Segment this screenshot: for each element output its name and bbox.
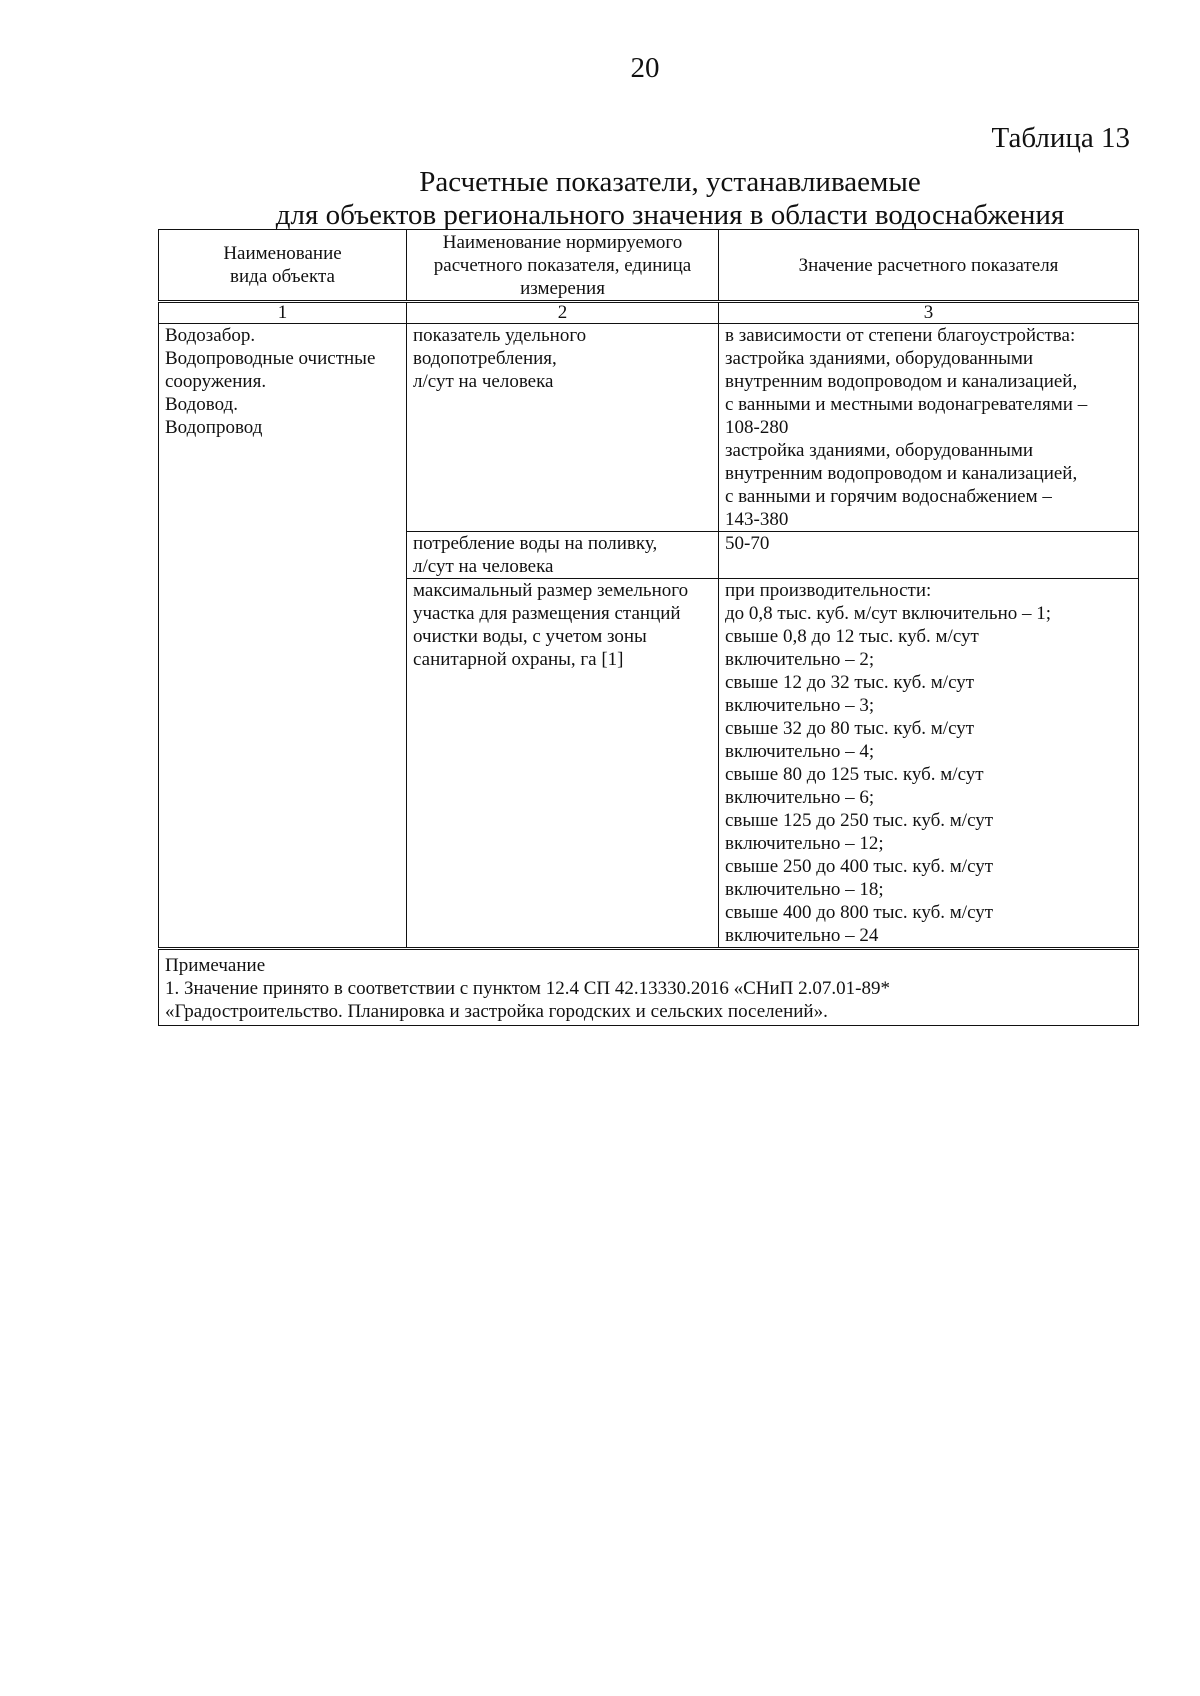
- indicator-cell: [407, 324, 719, 532]
- text-line: Водопровод: [165, 417, 263, 438]
- header-indicator: [407, 230, 719, 302]
- value-text: [725, 324, 1132, 531]
- text-line: расчетного показателя, единица: [433, 254, 692, 276]
- value-text: [725, 579, 1132, 947]
- text-line: 50-70: [725, 533, 770, 554]
- table-header-row: [159, 230, 1139, 302]
- text-line: л/сут на человека: [413, 556, 554, 577]
- text-line: внутренним водопроводом и канализацией,: [725, 371, 1078, 392]
- note-row: [159, 949, 1139, 1026]
- column-number-2: 2: [407, 302, 719, 324]
- text-line: включительно – 4;: [725, 741, 875, 762]
- text-line: участка для размещения станций: [413, 603, 681, 624]
- indicator-cell: [407, 532, 719, 579]
- text-line: включительно – 3;: [725, 695, 875, 716]
- text-line: показатель удельного: [413, 325, 587, 346]
- text-line: сооружения.: [165, 371, 267, 392]
- text-line: включительно – 6;: [725, 787, 875, 808]
- indicator-text: [413, 324, 712, 393]
- text-line: 143-380: [725, 509, 789, 530]
- text-line: Водопроводные очистные: [165, 348, 376, 369]
- value-text: [725, 532, 1132, 555]
- text-line: включительно – 12;: [725, 833, 884, 854]
- header-indicator-text: [413, 231, 712, 300]
- text-line: максимальный размер земельного: [413, 580, 689, 601]
- text-line: л/сут на человека: [413, 371, 554, 392]
- indicator-cell: [407, 579, 719, 949]
- text-line: Водозабор.: [165, 325, 256, 346]
- text-line: 108-280: [725, 417, 789, 438]
- text-line: застройка зданиями, оборудованными: [725, 440, 1034, 461]
- text-line: водопотребления,: [413, 348, 557, 369]
- text-line: с ванными и горячим водоснабжением –: [725, 486, 1052, 507]
- text-line: потребление воды на поливку,: [413, 533, 658, 554]
- text-line: в зависимости от степени благоустройства:: [725, 325, 1076, 346]
- header-value: [719, 230, 1139, 302]
- text-line: свыше 125 до 250 тыс. куб. м/сут: [725, 810, 994, 831]
- text-line: вида объекта: [230, 266, 335, 287]
- note-cell: [159, 949, 1139, 1026]
- text-line: Значение расчетного показателя: [798, 254, 1059, 276]
- object-type-text: [165, 324, 400, 439]
- indicator-text: [413, 579, 712, 671]
- text-line: свыше 0,8 до 12 тыс. куб. м/сут: [725, 626, 979, 647]
- header-object-type-text: [165, 242, 400, 288]
- header-object-type: [159, 230, 407, 302]
- text-line: свыше 32 до 80 тыс. куб. м/сут: [725, 718, 975, 739]
- text-line: 1. Значение принято в соответствии с пунктом 12.4 СП 42.13330.2016 «СНиП 2.07.01-89*: [165, 978, 890, 999]
- page-number: 20: [630, 52, 660, 84]
- note-text: [165, 977, 1132, 1023]
- text-line: внутренним водопроводом и канализацией,: [725, 463, 1078, 484]
- text-line: включительно – 24: [725, 925, 879, 946]
- text-line: свыше 250 до 400 тыс. куб. м/сут: [725, 856, 994, 877]
- header-value-text: [725, 254, 1132, 277]
- text-line: при производительности:: [725, 580, 932, 601]
- table-title: [160, 166, 1180, 232]
- text-line: с ванными и местными водонагревателями –: [725, 394, 1088, 415]
- text-line: «Градостроительство. Планировка и застройка городских и сельских поселений».: [165, 1001, 828, 1022]
- column-number-3: 3: [719, 302, 1139, 324]
- value-cell: [719, 579, 1139, 949]
- object-type-cell: [159, 324, 407, 949]
- value-cell: [719, 324, 1139, 532]
- text-line: свыше 400 до 800 тыс. куб. м/сут: [725, 902, 994, 923]
- text-line: включительно – 2;: [725, 649, 875, 670]
- text-line: измерения: [520, 277, 605, 299]
- text-line: включительно – 18;: [725, 879, 884, 900]
- text-line: свыше 80 до 125 тыс. куб. м/сут: [725, 764, 984, 785]
- indicators-table: [158, 229, 1139, 1026]
- text-line: очистки воды, с учетом зоны: [413, 626, 647, 647]
- text-line: Наименование нормируемого: [442, 231, 683, 253]
- text-line: застройка зданиями, оборудованными: [725, 348, 1034, 369]
- text-line: до 0,8 тыс. куб. м/сут включительно – 1;: [725, 603, 1052, 624]
- indicator-text: [413, 532, 712, 578]
- table-title-line-2: для объектов регионального значения в области водоснабжения: [275, 199, 1065, 231]
- column-number-row: [159, 302, 1139, 324]
- value-cell: [719, 532, 1139, 579]
- text-line: санитарной охраны, га [1]: [413, 649, 624, 670]
- column-number-1: 1: [159, 302, 407, 324]
- table-row: [159, 324, 1139, 532]
- table-title-line-1: Расчетные показатели, устанавливаемые: [419, 166, 921, 198]
- note-heading: Примечание: [165, 955, 266, 976]
- text-line: Водовод.: [165, 394, 239, 415]
- text-line: Наименование: [223, 243, 342, 264]
- table-label: Таблица 13: [991, 122, 1130, 154]
- text-line: свыше 12 до 32 тыс. куб. м/сут: [725, 672, 975, 693]
